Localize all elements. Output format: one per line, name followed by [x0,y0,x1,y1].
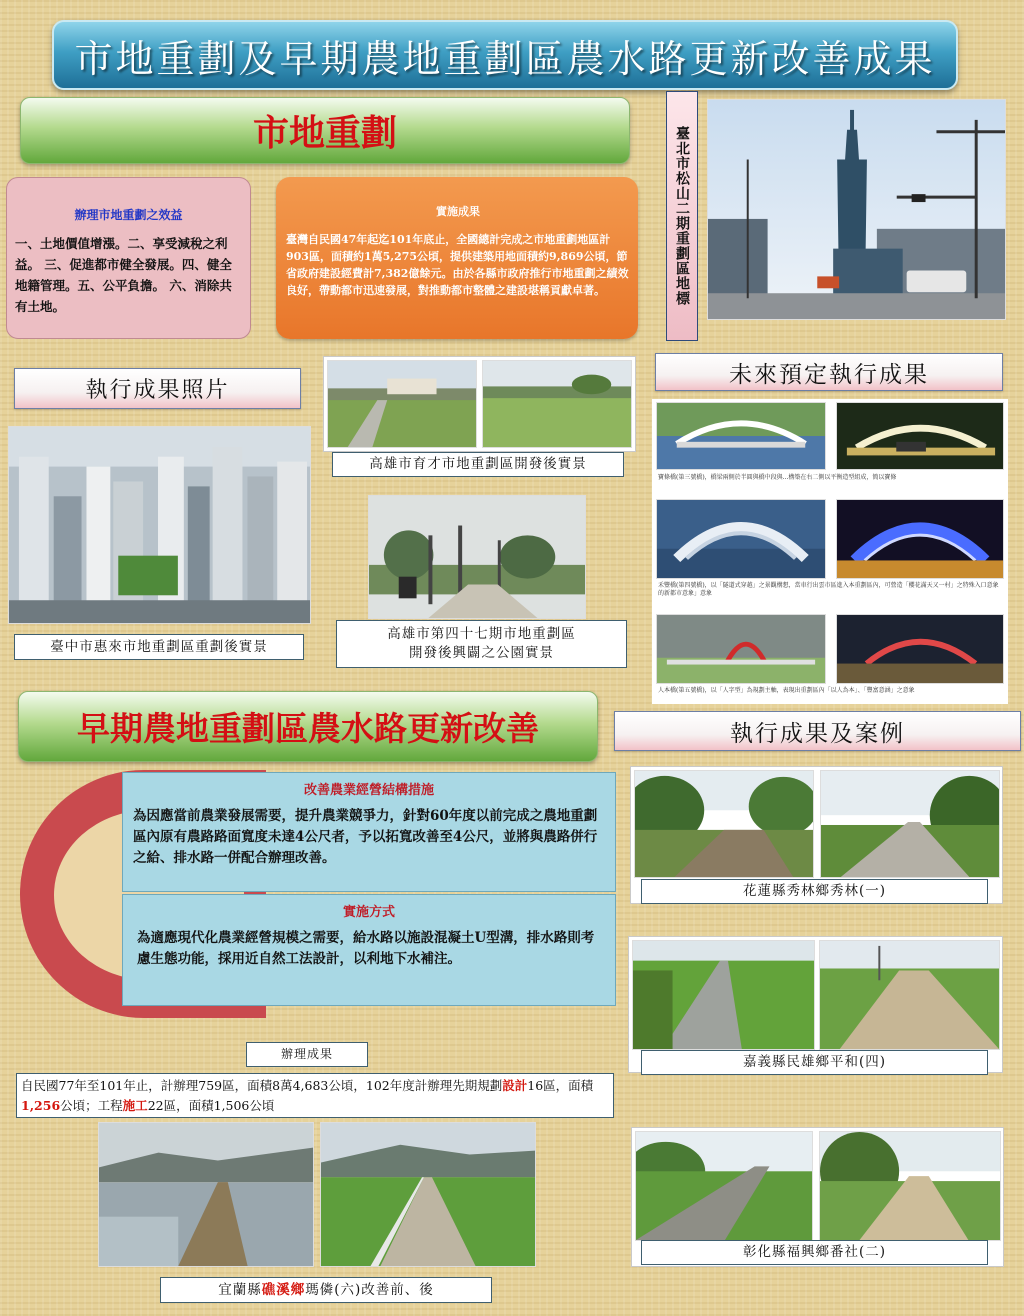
bridge-note-3: 人本橋(第五號橋)，以「人字型」為規劃主軸，表現出重劃區內「以人為本」、「豐富意涵」之意象 [658,687,915,694]
benefits-body: 一、土地價值增漲。二、享受減稅之利益。 三、促進都市健全發展。四、健全地籍管理。五、公平負擔。 六、消除共有土地。 [15,236,232,314]
measures-box [122,772,616,892]
cases-label: 執行成果及案例 [614,711,1021,751]
result-text-part4: 22區，面積1,506公頃 [147,1098,275,1113]
method-heading: 實施方式 [342,905,395,920]
result-text-highlight2: 1,256 [21,1098,61,1113]
caption-yilan [160,1277,492,1303]
kaohsiung-yucai-photos [323,356,636,452]
caption-case-2: 嘉義縣民雄鄉平和(四) [641,1050,988,1075]
bridge-renderings [652,399,1008,704]
yilan-before-photo [98,1122,314,1267]
caption-case-1: 花蓮縣秀林鄉秀林(一) [641,879,988,904]
landmark-label: 臺北市松山二期重劃區地標 [666,91,698,341]
hualien-photo-1 [634,770,814,878]
measures-body: 為因應當前農業發展需要，提升農業競爭力，針對60年度以前完成之農地重劃區內原有農路路面寬度未達4公尺者，予以拓寬改善至4公尺，並將與農路併行之給、排水路一併配合辦理改善。 [133,808,598,866]
results-box [276,177,638,339]
benefits-heading: 辦理市地重劃之效益 [74,208,183,222]
exec-photos-label: 執行成果照片 [14,368,301,409]
bridge-rendering-1b [836,402,1004,470]
chiayi-photo-2 [819,940,1000,1050]
section-banner-urban-readjustment: 市地重劃 [20,97,630,164]
caption-yilan-highlight: 礁溪鄉 [261,1281,306,1298]
caption-kaohsiung-park-line2: 開發後興闢之公園實景 [409,645,554,661]
bridge-rendering-3a [656,614,826,684]
result-text-part3: 公頃；工程 [60,1098,123,1113]
result-text-part2: 16區，面積 [527,1078,594,1093]
results-heading: 實施成果 [436,205,480,218]
caption-taichung: 臺中市惠來市地重劃區重劃後實景 [14,634,304,660]
yilan-after-photo [320,1122,536,1267]
bridge-rendering-2b [836,499,1004,579]
result-text-highlight3: 施工 [122,1098,148,1113]
benefits-box [6,177,251,339]
bridge-rendering-3b [836,614,1004,684]
caption-yilan-post: 瑪僯(六)改善前、後 [305,1281,434,1298]
results-body: 臺灣自民國47年起迄101年底止，全國總計完成之市地重劃地區計903區，面積約1萬5,275公頃，提供建築用地面積約9,869公頃，節省政府建設經費計7,382億餘元。由於各縣市政府推行市地重劃之績效良好，帶動都市迅速發展，對推動都市整體之建設堪稱貢獻卓著。 [286,233,629,297]
result-text-highlight1: 設計 [502,1078,528,1093]
section-banner-farmland: 早期農地重劃區農水路更新改善 [18,691,598,762]
bridge-rendering-1a [656,402,826,470]
yucai-photo-2 [482,360,632,448]
result-text [16,1073,614,1118]
caption-yilan-pre: 宜蘭縣 [218,1281,262,1298]
result-text-part1: 自民國77年至101年止，計辦理759區，面積8萬4,683公頃，102年度計辦理先期規劃 [21,1078,503,1093]
measures-heading: 改善農業經營結構措施 [303,783,434,798]
changhua-photo-1 [635,1131,813,1241]
kaohsiung-park-photo [368,495,586,619]
bridge-rendering-2a [656,499,826,579]
bridge-note-2: 禾豐橋(第四號橋)，以「隧道式穿越」之景觀構想，當車行出雲市區進入本重劃區內，可營造「櫻花滿天又一村」之特殊入口意象的新都市意象」意象 [658,582,999,597]
caption-kaohsiung-park [336,620,627,668]
taichung-city-photo [8,426,311,624]
chiayi-photo-1 [632,940,815,1050]
result-label: 辦理成果 [246,1042,368,1067]
taipei-landmark-photo [707,99,1006,320]
caption-kaohsiung-park-line1: 高雄市第四十七期市地重劃區 [387,626,576,642]
changhua-photo-2 [819,1131,1001,1241]
future-results-label: 未來預定執行成果 [655,353,1003,391]
method-body: 為適應現代化農業經營規模之需要，給水路以施設混凝土U型溝，排水路則考慮生態功能，採用近自然工法設計，以利地下水補注。 [137,930,595,967]
page-title: 市地重劃及早期農地重劃區農水路更新改善成果 [52,20,958,90]
method-box [122,894,616,1006]
caption-kaohsiung-yucai: 高雄市育才市地重劃區開發後實景 [332,452,624,477]
bridge-note-1: 寶條橋(第三號橋)，橋梁兩側於半圓與橋中段與...構築在右二側以平衡造型組成，簡以寶條 [658,474,897,481]
caption-case-3: 彰化縣福興鄉番社(二) [641,1240,988,1265]
yucai-photo-1 [327,360,477,448]
hualien-photo-2 [820,770,1000,878]
